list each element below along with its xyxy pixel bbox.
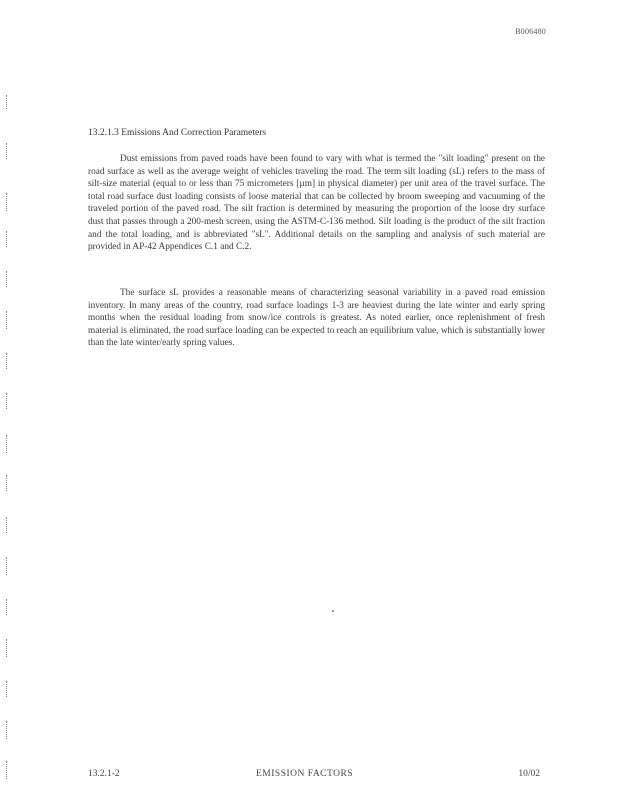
scan-speck bbox=[332, 610, 334, 612]
margin-mark bbox=[6, 435, 9, 453]
margin-mark bbox=[6, 231, 9, 247]
margin-mark bbox=[6, 143, 9, 159]
body-paragraph-silt-loading bbox=[88, 153, 545, 254]
margin-mark bbox=[6, 475, 9, 491]
body-paragraph-seasonal-variability bbox=[88, 287, 545, 350]
margin-mark bbox=[6, 517, 9, 533]
margin-mark bbox=[6, 353, 9, 369]
margin-mark bbox=[6, 271, 9, 287]
margin-mark bbox=[6, 311, 9, 329]
paragraph-text: The surface sL provides a reasonable means of characterizing seasonal variability in a paved road emission inventory. In many areas of the country, road surface loadings 1-3 are heaviest during the late winter and early spring months when the residual loading from snow/ice controls is greatest. As noted earlier, once replenishment of fresh material is eliminated, the road surface loading can be expected to reach an equilibrium value, which is substantially lower than the late winter/early spring values. bbox=[88, 288, 545, 349]
margin-mark bbox=[6, 557, 9, 575]
margin-mark bbox=[6, 639, 9, 657]
page-id-stamp: B006480 bbox=[515, 27, 546, 36]
margin-mark bbox=[6, 599, 9, 615]
scan-margin-marks bbox=[6, 95, 16, 785]
section-heading: 13.2.1.3 Emissions And Correction Parameters bbox=[88, 128, 267, 138]
margin-mark bbox=[6, 681, 9, 697]
margin-mark bbox=[6, 193, 9, 211]
margin-mark bbox=[6, 721, 9, 739]
margin-mark bbox=[6, 95, 9, 109]
footer-date: 10/02 bbox=[518, 769, 540, 779]
margin-mark bbox=[6, 393, 9, 409]
margin-mark bbox=[6, 761, 9, 779]
paragraph-text: Dust emissions from paved roads have been found to vary with what is termed the "silt loading" present on the road surface as well as the average weight of vehicles traveling the road. The term silt loading (sL) refers to the mass of silt-size material (equal to or less than 75 micrometers [µm] in physical diameter) per unit area of the travel surface. The total road surface dust loading consists of loose material that can be collected by broom sweeping and vacuuming of the traveled portion of the paved road. The silt fraction is determined by measuring the proportion of the loose dry surface dust that passes through a 200-mesh screen, using the ASTM-C-136 method. Silt loading is the product of the silt fraction and the total loading, and is abbreviated "sL". Additional details on the sampling and analysis of such material are provided in AP-42 Appendices C.1 and C.2. bbox=[88, 154, 545, 253]
footer-title: EMISSION FACTORS bbox=[256, 769, 354, 779]
footer-section-number: 13.2.1-2 bbox=[88, 769, 120, 779]
